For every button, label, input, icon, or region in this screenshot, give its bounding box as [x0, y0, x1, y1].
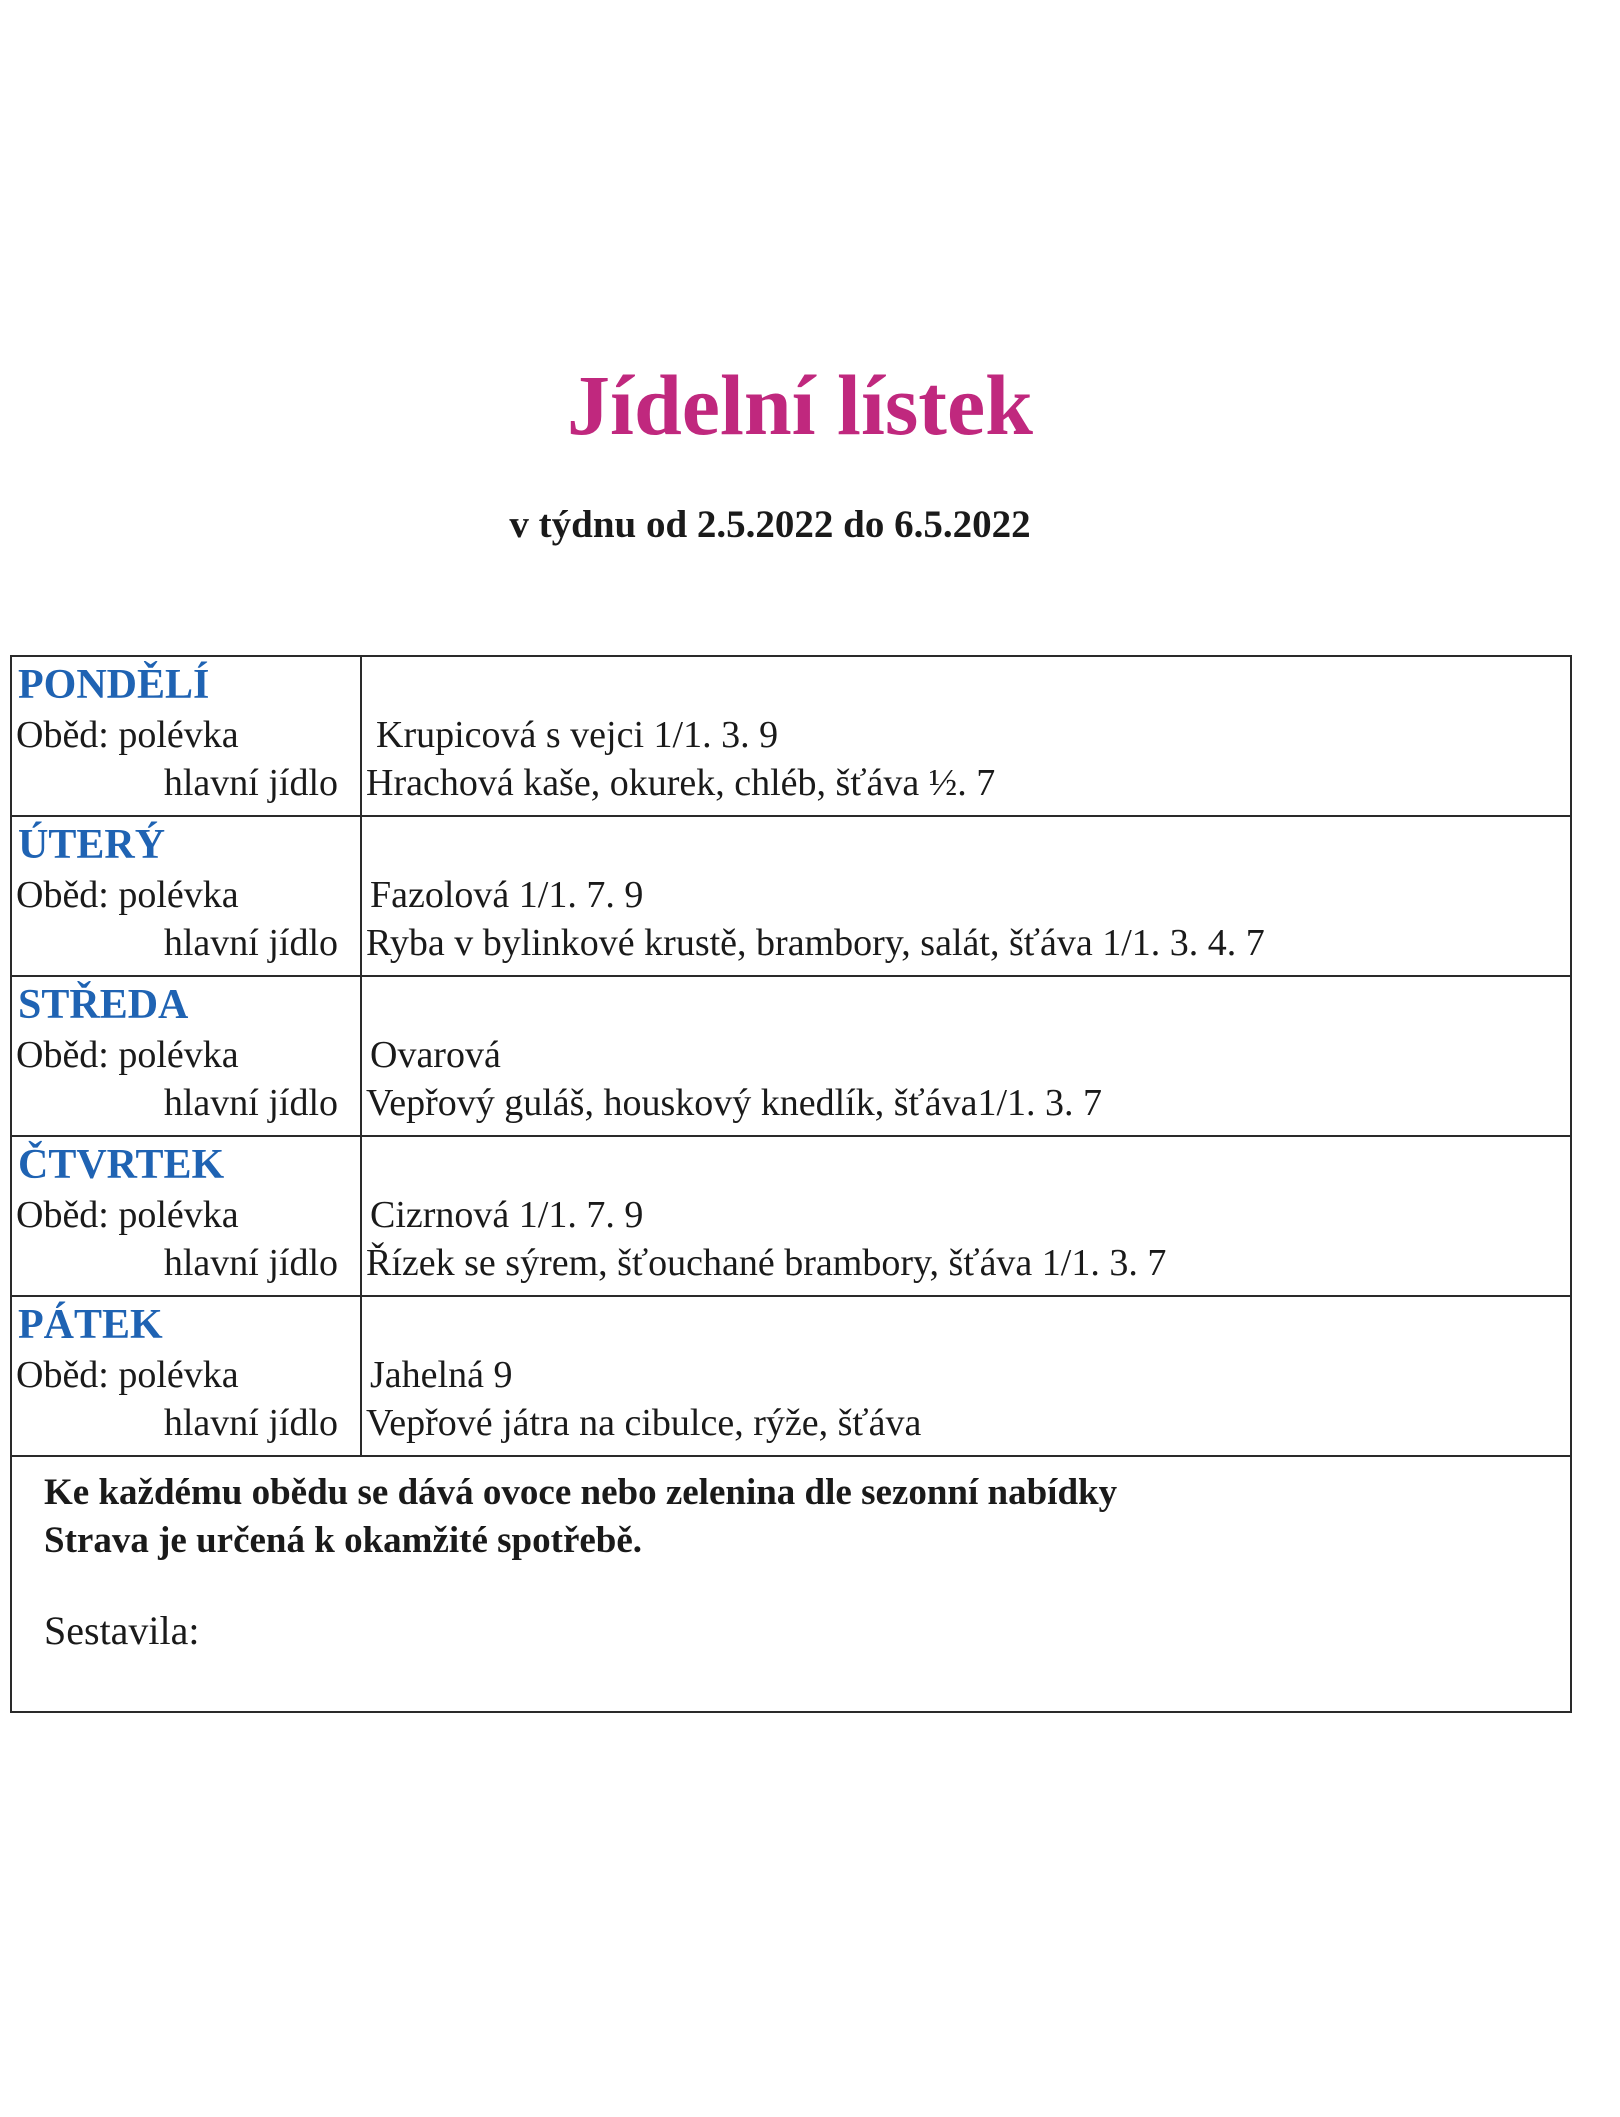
day-row-wednesday	[11, 976, 1571, 1136]
soup-item: Fazolová 1/1. 7. 9	[370, 874, 644, 916]
soup-item: Krupicová s vejci 1/1. 3. 9	[376, 714, 779, 756]
page-title: Jídelní lístek	[567, 357, 1033, 453]
day-name: PONDĚLÍ	[18, 662, 210, 708]
week-range: v týdnu od 2.5.2022 do 6.5.2022	[509, 503, 1031, 546]
main-dish-item: Vepřové játra na cibulce, rýže, šťáva	[366, 1402, 922, 1444]
lunch-soup-label: Oběd: polévka	[16, 1354, 239, 1396]
main-dish-item: Řízek se sýrem, šťouchané brambory, šťáva 1/1. 3. 7	[366, 1242, 1167, 1284]
soup-item: Cizrnová 1/1. 7. 9	[370, 1194, 644, 1236]
main-dish-label: hlavní jídlo	[163, 1402, 338, 1444]
day-row-thursday	[11, 1136, 1571, 1296]
day-row-friday	[11, 1296, 1571, 1456]
menu-table	[10, 655, 1572, 1713]
day-row-tuesday	[11, 816, 1571, 976]
compiled-by-label: Sestavila:	[44, 1608, 200, 1653]
main-dish-label: hlavní jídlo	[163, 922, 338, 964]
note-immediate-consumption: Strava je určená k okamžité spotřebě.	[44, 1520, 643, 1561]
day-name: ČTVRTEK	[18, 1142, 225, 1188]
lunch-soup-label: Oběd: polévka	[16, 1194, 239, 1236]
main-dish-item: Ryba v bylinkové krustě, brambory, salát, šťáva 1/1. 3. 4. 7	[366, 922, 1265, 964]
soup-item: Jahelná 9	[370, 1354, 513, 1396]
main-dish-label: hlavní jídlo	[163, 1242, 338, 1284]
soup-item: Ovarová	[370, 1034, 501, 1076]
day-name: PÁTEK	[18, 1302, 163, 1348]
lunch-soup-label: Oběd: polévka	[16, 714, 239, 756]
main-dish-label: hlavní jídlo	[163, 1082, 338, 1124]
main-dish-label: hlavní jídlo	[163, 762, 338, 804]
day-name: ÚTERÝ	[18, 822, 166, 868]
main-dish-item: Hrachová kaše, okurek, chléb, šťáva ½. 7	[366, 762, 996, 804]
lunch-soup-label: Oběd: polévka	[16, 1034, 239, 1076]
main-dish-item: Vepřový guláš, houskový knedlík, šťáva1/1. 3. 7	[366, 1082, 1103, 1124]
day-row-monday	[11, 656, 1571, 816]
lunch-soup-label: Oběd: polévka	[16, 874, 239, 916]
footer-row	[11, 1456, 1571, 1712]
note-fruit-vegetables: Ke každému obědu se dává ovoce nebo zelenina dle sezonní nabídky	[44, 1472, 1118, 1513]
day-name: STŘEDA	[18, 982, 189, 1028]
